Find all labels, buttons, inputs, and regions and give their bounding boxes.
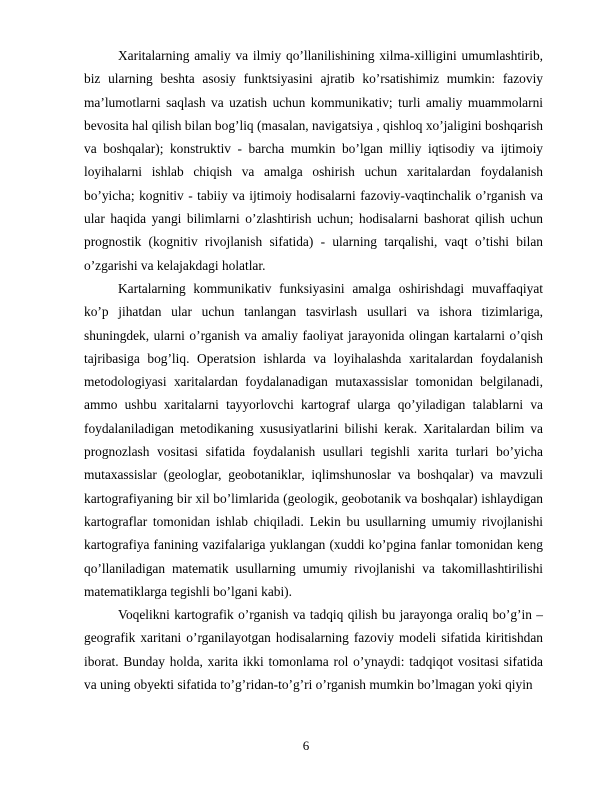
paragraph-cartographic-study: Voqelikni kartografik o’rganish va tadqiq qilish bu jarayonga oraliq bo’g’in – geografik xaritani o’rganilayotgan hodisalarning fazoviy modeli sifatida kiritishdan iborat. Bunday holda, xarita ikki tomonlama rol o’ynaydi: tadqiqot vositasi sifatida va uning obyekti sifatida to’g’ridan-to’g’ri o’rganish mumkin bo’lmagan yoki qiyin xyxy=(84,607,543,693)
page-number: 6 xyxy=(302,738,310,753)
paragraph-map-functions: Xaritalarning amaliy va ilmiy qo’llanilishining xilma-xilligini umumlashtirib, biz ularning beshta asosiy funktsiyasini ajratib ko’rsatishimiz mumkin: fazoviy ma’lumotlarni saqlash va uzatish uchun kommunikativ; turli amaliy muammolarni bevosita hal qilish bilan bog’liq (masalan, navigatsiya , qishloq xo’jaligini boshqarish va boshqalar); konstruktiv - barcha mumkin bo’lgan milliy iqtisodiy va ijtimoiy loyihalarni ishlab chiqish va amalga oshirish uchun xaritalardan foydalanish bo’yicha; kognitiv - tabiiy va ijtimoiy hodisalarni fazoviy-vaqtinchalik o’rganish va ular haqida yangi bilimlarni o’zlashtirish uchun; hodisalarni bashorat qilish uchun prognostik (kognitiv rivojlanish sifatida) - ularning tarqalishi, vaqt o’tishi bilan o’zgarishi va kelajakdagi holatlar. xyxy=(84,48,543,273)
paragraph-communicative-function: Kartalarning kommunikativ funksiyasini amalga oshirishdagi muvaffaqiyat ko’p jihatdan ular uchun tanlangan tasvirlash usullari va ishora tizimlariga, shuningdek, ularni o’rganish va amaliy faoliyat jarayonida olingan kartalarni o’qish tajribasiga bog’liq. Operatsion ishlarda va loyihalashda xaritalardan foydalanish metodologiyasi xaritalardan foydalanadigan mutaxassislar tomonidan belgilanadi, ammo ushbu xaritalarni tayyorlovchi kartograf ularga qo’yiladigan talablarni va foydalaniladigan metodikaning xususiyatlarini bilishi kerak. Xaritalardan bilim va prognozlash vositasi sifatida foydalanish usullari tegishli xarita turlari bo’yicha mutaxassislar (geologlar, geobotaniklar, iqlimshunoslar va boshqalar) va mavzuli kartografiyaning bir xil bo’limlarida (geologik, geobotanik va boshqalar) ishlaydigan kartograflar tomonidan ishlab chiqiladi. Lekin bu usullarning umumiy rivojlanishi kartografiya fanining vazifalariga yuklangan (xuddi ko’pgina fanlar tomonidan keng qo’llaniladigan matematik usullarning umumiy rivojlanishi va takomillashtirilishi matematiklarga tegishli bo’lgani kabi). xyxy=(84,280,543,599)
document-body xyxy=(84,44,543,696)
